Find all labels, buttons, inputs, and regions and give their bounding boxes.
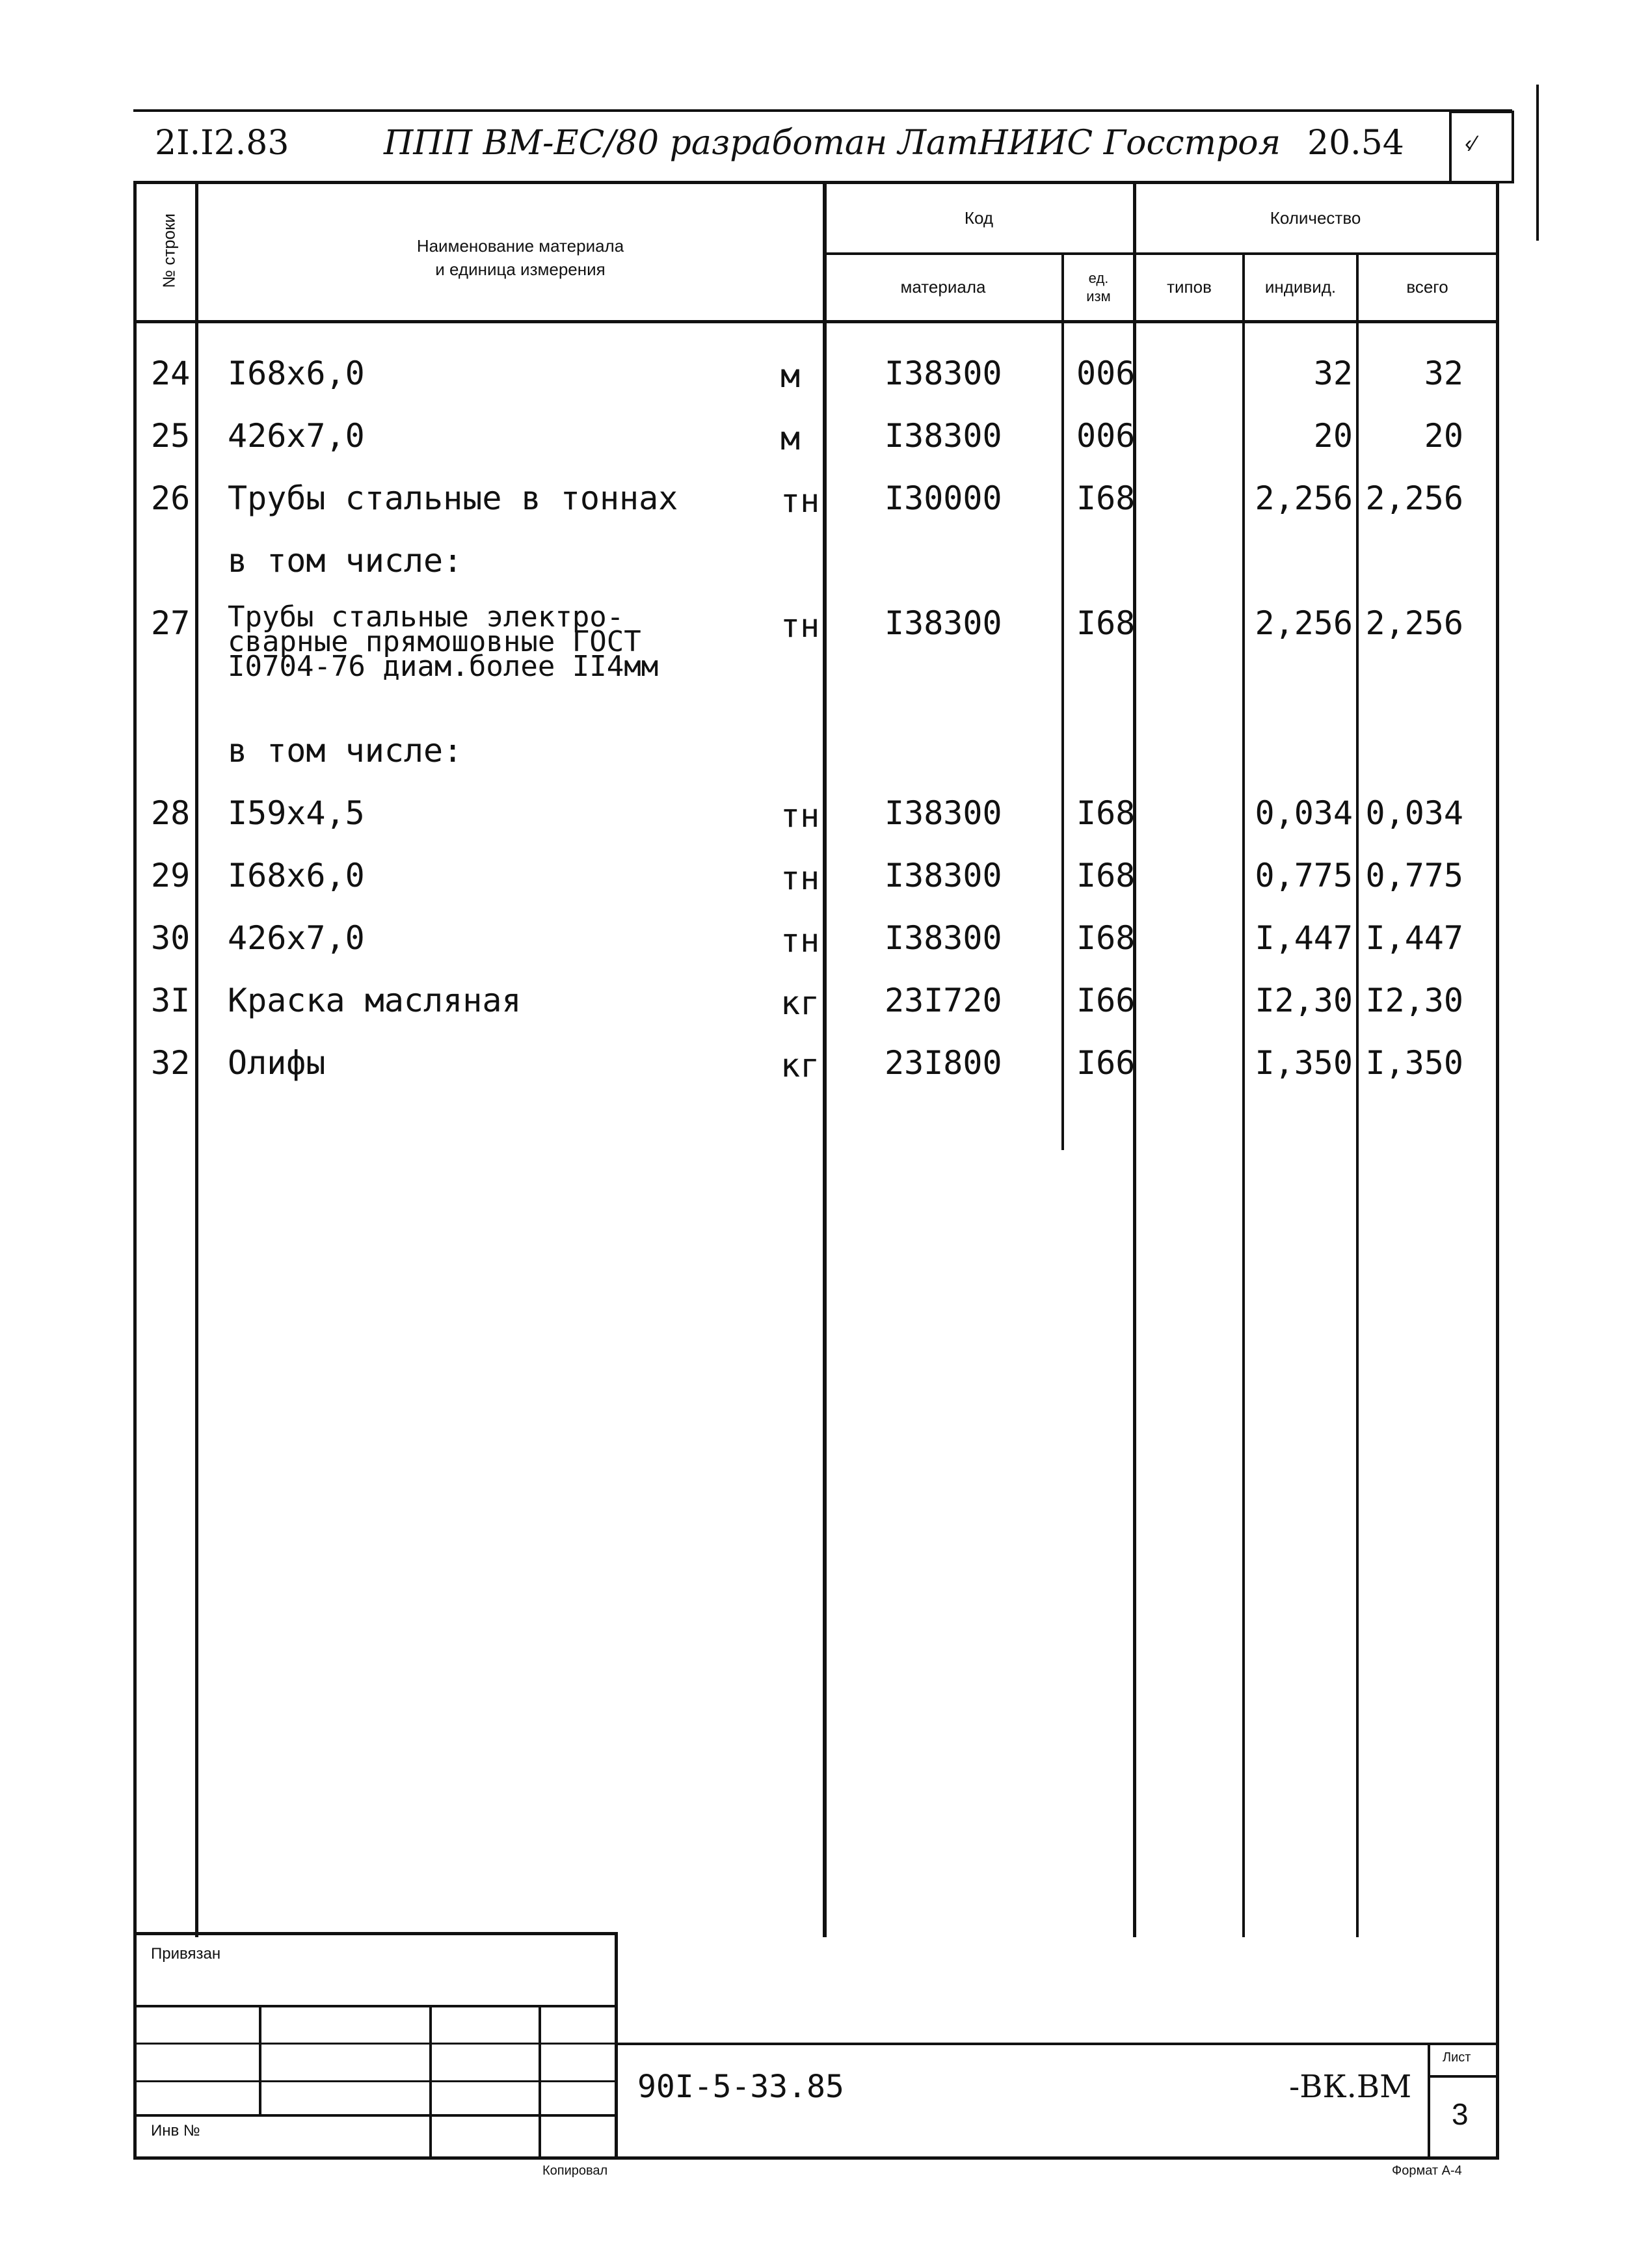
row-unit-code: I68 (1076, 857, 1136, 894)
row-indiv: 2,256 (1255, 604, 1353, 642)
stamp-row-2 (133, 2043, 618, 2045)
row-unit: кг (780, 984, 820, 1022)
col-head-qty-indiv: индивид. (1264, 277, 1337, 297)
row-unit-code: I68 (1076, 794, 1136, 832)
row-material: I38300 (885, 355, 1002, 392)
col-head-qty-type: типов (1167, 277, 1212, 297)
sheet-number: 3 (1452, 2097, 1469, 2131)
row-material: I38300 (885, 417, 1002, 455)
col-head-unit-code: ед. изм (1086, 270, 1111, 304)
row-material: I38300 (885, 794, 1002, 832)
row-name: 426x7,0 (228, 417, 365, 455)
header-subdivider-qty (1133, 252, 1497, 255)
row-unit: тн (780, 482, 820, 520)
header-top-rule (133, 109, 1512, 112)
row-name: Трубы стальные в тоннах (228, 479, 678, 517)
inv-no-label: Инв № (151, 2122, 200, 2140)
col-divider-indiv (1356, 252, 1359, 1937)
col-head-material-code: материала (900, 277, 986, 297)
row-unit-code: 006 (1076, 417, 1136, 455)
row-total: 2,256 (1365, 604, 1463, 642)
stamp-row-3 (133, 2080, 618, 2082)
row-total: I,447 (1365, 919, 1463, 957)
row-indiv: 32 (1313, 355, 1353, 392)
header-title: ППП ВМ-ЕС/80 разработан ЛатНИИС Госстроя (384, 124, 1281, 163)
row-unit-code: I68 (1076, 919, 1136, 957)
sheet-label: Лист (1443, 2050, 1471, 2065)
row-unit: м (780, 420, 801, 457)
row-indiv: I,447 (1255, 919, 1353, 957)
col-head-name: Наименование материала и единица измерения (416, 236, 624, 279)
row-no: 3I (151, 982, 191, 1019)
doc-code: 90I-5-33.85 (637, 2069, 844, 2105)
col-head-code-group: Код (964, 208, 994, 228)
row-material: 23I800 (885, 1044, 1002, 1082)
privyazan-label: Привязан (151, 1945, 221, 1963)
row-no: 24 (151, 355, 191, 392)
row-name: Трубы стальные электро- сварные прямошовные ГОСТ I0704-76 диам.более II4мм (228, 600, 659, 683)
corner-mark: ‹∕ (1465, 131, 1476, 156)
table-left-border (133, 181, 137, 2158)
row-unit-code: I68 (1076, 604, 1136, 642)
corner-box (1449, 111, 1514, 183)
stamp-row-4 (133, 2114, 618, 2117)
row-unit: тн (780, 922, 820, 959)
row-indiv: I,350 (1255, 1044, 1353, 1082)
col-divider-rowno (195, 181, 198, 1937)
header-subdivider-code (823, 252, 1135, 255)
row-total: 0,775 (1365, 857, 1463, 894)
table-right-border (1496, 181, 1499, 2158)
row-indiv: 20 (1313, 417, 1353, 455)
row-no: 32 (151, 1044, 191, 1082)
row-total: I2,30 (1365, 982, 1463, 1019)
row-unit-code: 006 (1076, 355, 1136, 392)
col-divider-type (1242, 252, 1245, 1937)
row-name: в том числе: (228, 732, 463, 770)
row-unit: тн (780, 607, 820, 645)
table-header-bottom (133, 320, 1499, 323)
row-unit-code: I66 (1076, 1044, 1136, 1082)
stamp-top-rule (133, 1932, 618, 1935)
stamp-col-3 (539, 2005, 541, 2158)
row-material: I38300 (885, 919, 1002, 957)
row-name: I68x6,0 (228, 857, 365, 894)
header-code: 20.54 (1307, 124, 1404, 163)
row-no: 30 (151, 919, 191, 957)
row-material: I30000 (885, 479, 1002, 517)
row-name: I68x6,0 (228, 355, 365, 392)
row-no: 26 (151, 479, 191, 517)
row-total: 32 (1424, 355, 1463, 392)
row-total: 20 (1424, 417, 1463, 455)
row-indiv: 0,034 (1255, 794, 1353, 832)
copied-label: Копировал (542, 2164, 608, 2178)
col-divider-name (823, 181, 827, 1937)
table-bottom-border (133, 2156, 1499, 2160)
row-name: I59x4,5 (228, 794, 365, 832)
row-unit: тн (780, 859, 820, 897)
stamp-col-1 (259, 2005, 261, 2114)
row-total: 0,034 (1365, 794, 1463, 832)
stamp-row-1 (133, 2005, 618, 2007)
row-unit-code: I66 (1076, 982, 1136, 1019)
row-unit: кг (780, 1047, 820, 1084)
row-no: 25 (151, 417, 191, 455)
stamp-col-2 (429, 2005, 432, 2158)
row-total: I,350 (1365, 1044, 1463, 1082)
col-head-qty-total: всего (1406, 277, 1448, 297)
row-name: 426x7,0 (228, 919, 365, 957)
row-unit-code: I68 (1076, 479, 1136, 517)
row-name: в том числе: (228, 542, 463, 580)
row-no: 29 (151, 857, 191, 894)
doc-suffix: -ВК.ВМ (1289, 2069, 1412, 2105)
col-divider-unitcode (1061, 252, 1064, 1150)
row-indiv: I2,30 (1255, 982, 1353, 1019)
sheet-box-left (1428, 2043, 1430, 2160)
row-indiv: 0,775 (1255, 857, 1353, 894)
row-total: 2,256 (1365, 479, 1463, 517)
row-indiv: 2,256 (1255, 479, 1353, 517)
row-unit: тн (780, 797, 820, 835)
sheet-box-divider (1428, 2075, 1499, 2078)
table-top-border (133, 181, 1499, 184)
footer-doc-top (615, 2043, 1499, 2045)
row-name: Олифы (228, 1044, 326, 1082)
right-edge-mark (1536, 85, 1539, 241)
row-material: I38300 (885, 857, 1002, 894)
header-date: 2I.I2.83 (155, 124, 289, 163)
row-no: 28 (151, 794, 191, 832)
row-no: 27 (151, 604, 191, 642)
row-material: 23I720 (885, 982, 1002, 1019)
col-head-qty-group: Количество (1270, 208, 1361, 228)
col-head-rowno: № строки (159, 213, 179, 288)
row-unit: м (780, 357, 801, 395)
format-label: Формат А-4 (1392, 2164, 1462, 2178)
row-material: I38300 (885, 604, 1002, 642)
row-name: Краска масляная (228, 982, 522, 1019)
